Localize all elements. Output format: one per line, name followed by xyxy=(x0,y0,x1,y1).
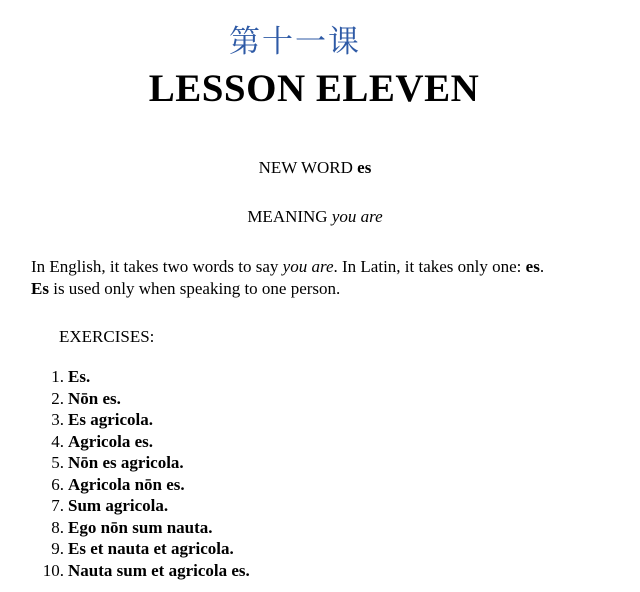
new-word-line xyxy=(0,157,630,179)
lesson-title: LESSON ELEVEN xyxy=(148,67,480,110)
paragraph-bold-es: es xyxy=(525,257,540,276)
meaning-line xyxy=(0,206,630,228)
paragraph-italic-you-are: you are xyxy=(282,257,334,276)
exercise-number: 9. xyxy=(51,539,64,558)
exercise-number: 4. xyxy=(51,431,64,451)
exercise-text: Nauta sum et agricola es. xyxy=(68,560,250,580)
exercise-number: 7. xyxy=(51,496,64,515)
meaning-label: MEANING xyxy=(247,207,328,226)
exercise-text: Agricola nōn es. xyxy=(68,474,185,494)
exercises-heading: EXERCISES: xyxy=(59,327,155,346)
exercise-text: Es. xyxy=(68,367,91,386)
exercise-text: Es et nauta et agricola. xyxy=(68,539,234,558)
paragraph-text-3: . xyxy=(539,257,545,276)
exercise-number: 8. xyxy=(51,517,64,537)
exercise-number: 2. xyxy=(51,388,64,408)
exercise-text: Sum agricola. xyxy=(68,496,169,515)
exercise-number: 10. xyxy=(42,560,64,580)
meaning-value: you are xyxy=(331,207,383,226)
paragraph-text-1: In English, it takes two words to say xyxy=(31,257,283,276)
exercise-text: Nōn es agricola. xyxy=(68,453,184,472)
exercise-number: 1. xyxy=(51,367,64,386)
exercise-number: 6. xyxy=(51,474,64,494)
exercise-text: Agricola es. xyxy=(68,431,153,451)
exercise-number: 3. xyxy=(51,410,64,429)
paragraph-bold-es-cap: Es xyxy=(31,279,49,298)
new-word-label: NEW WORD xyxy=(258,158,353,177)
chinese-title: 第十一课 xyxy=(229,24,361,60)
exercise-number: 5. xyxy=(51,453,64,472)
exercise-text: Ego nōn sum nauta. xyxy=(68,517,213,537)
paragraph-text-2: . In Latin, it takes only one: xyxy=(333,257,526,276)
paragraph-text-4: is used only when speaking to one person. xyxy=(48,279,341,298)
exercise-text: Nōn es. xyxy=(68,388,121,408)
explanation-paragraph xyxy=(31,256,631,300)
new-word-value: es xyxy=(357,158,372,177)
exercise-text: Es agricola. xyxy=(68,410,153,429)
